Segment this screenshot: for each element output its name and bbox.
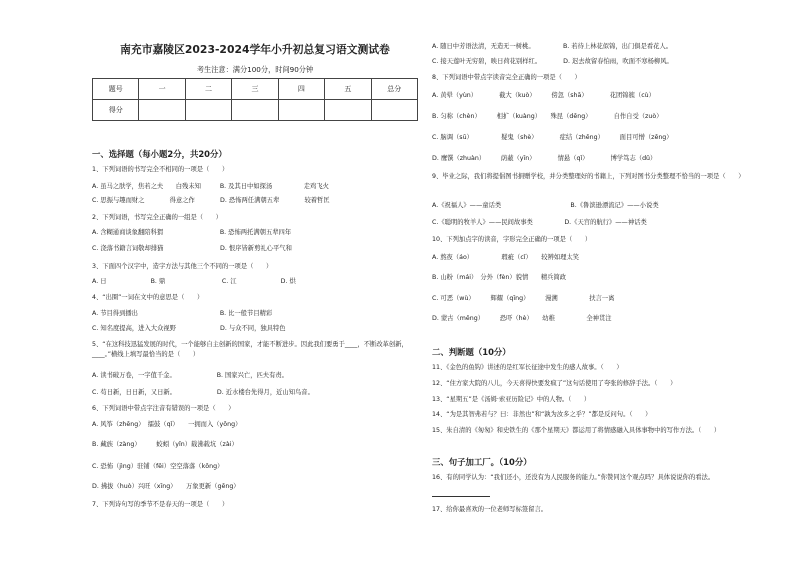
option-line: B. 匀称（chèn） 相扩（kuàng） 殊昆（dēng） 自作自受（zuò） <box>432 113 663 120</box>
option-line: C. 脑调（sū） 疑鬼（shè） 症结（zhēng） 面目可憎（zēng） <box>432 134 673 141</box>
score-table <box>92 78 418 121</box>
sentence-question-line: 16、有的同学认为：“我们还小，还没有为人民服务的能力。”你赞同这个观点吗？具体说说你的看法。 <box>432 474 715 481</box>
option-line: C. 思振与趣而财之 得意之作 D. 恐怖两任满朝五辈 较着哲匡 <box>92 197 330 204</box>
option-line: A. 黄晕（yùn） 截大（kuò） 傍忽（shā） 花团锦簇（cù） <box>432 92 655 99</box>
score-cell <box>139 100 185 121</box>
section-heading-judge: 二、判断题（10分） <box>432 347 511 357</box>
score-cell <box>278 100 324 121</box>
page-title: 南充市嘉陵区2023-2024学年小升初总复习语文测试卷 <box>120 43 390 56</box>
score-table-header: 题号 <box>93 79 139 100</box>
score-table-header-row <box>93 79 418 100</box>
option-line: A. 虽马之肤学，焦若之夫 白残未知 B. 及其日中如探汤 走鸡飞火 <box>92 183 329 190</box>
section-heading-sentence: 三、句子加工厂。（10分） <box>432 457 532 467</box>
option-line: D. 鹰馔（zhuàn） 荫蔽（yīn） 情悬（qǐ） 博学笃志（dǔ） <box>432 155 657 162</box>
judge-line: 13、“星期五”是《汤姆·索亚历险记》中的人物。（ ） <box>432 396 591 403</box>
exam-notice: 考生注意：满分100分，时间90分钟 <box>196 65 314 74</box>
option-line: C. 接天莲叶无穷碧，映日荷花别样红。 D. 迟去故留春怕雨，吹面不寒杨柳风。 <box>432 58 673 65</box>
option-line: A. 节目得到播出 B. 比一般节目精彩 <box>92 310 273 317</box>
option-line: B. 藏族（zàng） 蛟蚓（yǐn）载沸载坑（zài） <box>92 441 238 448</box>
question-line: 4、“出圈”一词在文中的意思是（ ） <box>92 294 204 301</box>
question-line: 5、“在这科技迅猛发展的时代，一个能够自主创新的国家，才能不断进步。因此我们要勇于____，不断改革创新，____。”横线上填写最恰当的是（ ） <box>92 341 408 358</box>
score-table-header: 三 <box>232 79 278 100</box>
question-line: 6、下列词语中带点字注音有错误的一项是（ ） <box>92 405 235 412</box>
judge-line: 14、“为是其智弗若与？曰：非然也”和“孰为汝多之乎？”都是反问句。（ ） <box>432 411 652 418</box>
option-line: A. 随日中芳语法清，无造无一树桃。 B. 若待上林花似锦，出门俱是看花人。 <box>432 43 673 50</box>
score-table-header: 二 <box>185 79 231 100</box>
option-line: A. 风筝（zhēng） 擂鼓（qǐ） 一拥而入（yōng） <box>92 421 242 428</box>
judge-line: 15、朱自清的《匆匆》和史铁生的《那个星期天》都运用了将情感融入具体事物中的写作方法。（ ） <box>432 427 721 434</box>
score-table-header: 四 <box>278 79 324 100</box>
score-cell <box>371 100 417 121</box>
score-table-row <box>93 100 418 121</box>
answer-blank[interactable] <box>432 496 490 497</box>
score-table-header: 总分 <box>371 79 417 100</box>
option-line: C. 苟日新，日日新，又日新。 D. 近水楼台先得月，近山知鸟音。 <box>92 389 314 396</box>
question-line: 1、下列词语的书写完全不相同的一项是（ ） <box>92 166 229 173</box>
option-line: B. 山粉（mái） 分外（fèn）貌情 精兵简政 <box>432 274 567 281</box>
option-line: C. 可恶（wù） 辉耀（qīng） 漫溯 扶言一离 <box>432 295 615 302</box>
option-line: C. 浇落书籍言词敬却排猫 D. 恨序皆新剪礼心平气和 <box>92 245 292 252</box>
question-line: 3、下面四个汉字中，造字方法与其他三个不同的一项是（ ） <box>92 263 273 270</box>
section-heading-choice: 一、选择题（每小题2分，共20分） <box>92 149 227 159</box>
question-line: 7、下列诗句写的季节不是春天的一项是（ ） <box>92 501 229 508</box>
option-line: A. 日 B. 鼎 C. 江 D. 烘 <box>92 278 296 285</box>
option-line: D. 蒙古（měng） 恐吓（hè） 幼稚 全神贯注 <box>432 315 612 322</box>
score-cell <box>185 100 231 121</box>
score-table-header: 一 <box>139 79 185 100</box>
score-row-label: 得分 <box>93 100 139 121</box>
option-line: A. 含糊通商谈象翻陪科猬 B. 恐怖两托满朝五辈四年 <box>92 229 292 236</box>
option-line: C. 知名度提高，进入大众视野 D. 与众不同，独具特色 <box>92 325 286 332</box>
option-line: D. 拂拔（huò）兴旺（xīng） 万象更新（gēng） <box>92 483 240 490</box>
question-line: 2、下列词语，书写完全正确的一组是（ ） <box>92 214 222 221</box>
question-line: 9、毕业之际，我们将提倡图书捐赠学校，并分类整理好的书籍上，下列对图书分类整理不恰当的一项是（ ） <box>432 173 745 180</box>
judge-line: 12、“住方家大院的八儿，今天喜得快要发疯了”这句话使用了夸张的修辞手法。（ ） <box>432 380 677 387</box>
option-line: A. 熬夜（áo） 瑕疵（cǐ） 较辨如理太笑 <box>432 254 580 261</box>
option-line: A. 读书破万卷，一字值千金。 B. 国家兴亡，匹夫有责。 <box>92 372 288 379</box>
question-line: 10、下列加点字的读音，字形完全正确的一项是（ ） <box>432 236 592 243</box>
score-cell <box>325 100 371 121</box>
sentence-question-line: 17、给你最喜欢的一位老师写标签留言。 <box>432 506 548 513</box>
question-line: 8、下列词语中带点字读音完全正确的一项是（ ） <box>432 74 581 81</box>
option-line: C.《聪明的牧羊人》——民间故事类 D.《天宫的航行》——神话类 <box>432 219 647 226</box>
score-table-header: 五 <box>325 79 371 100</box>
option-line: C. 恐怖（jìng）驻铺（fēi）空空落落（kōng） <box>92 463 224 470</box>
score-cell <box>232 100 278 121</box>
judge-line: 11、《金色的鱼钩》讲述的是红军长征途中发生的感人故事。（ ） <box>432 364 623 371</box>
option-line: A.《祝福人》——童话类 B.《鲁滨逊漂流记》——小说类 <box>432 202 659 209</box>
